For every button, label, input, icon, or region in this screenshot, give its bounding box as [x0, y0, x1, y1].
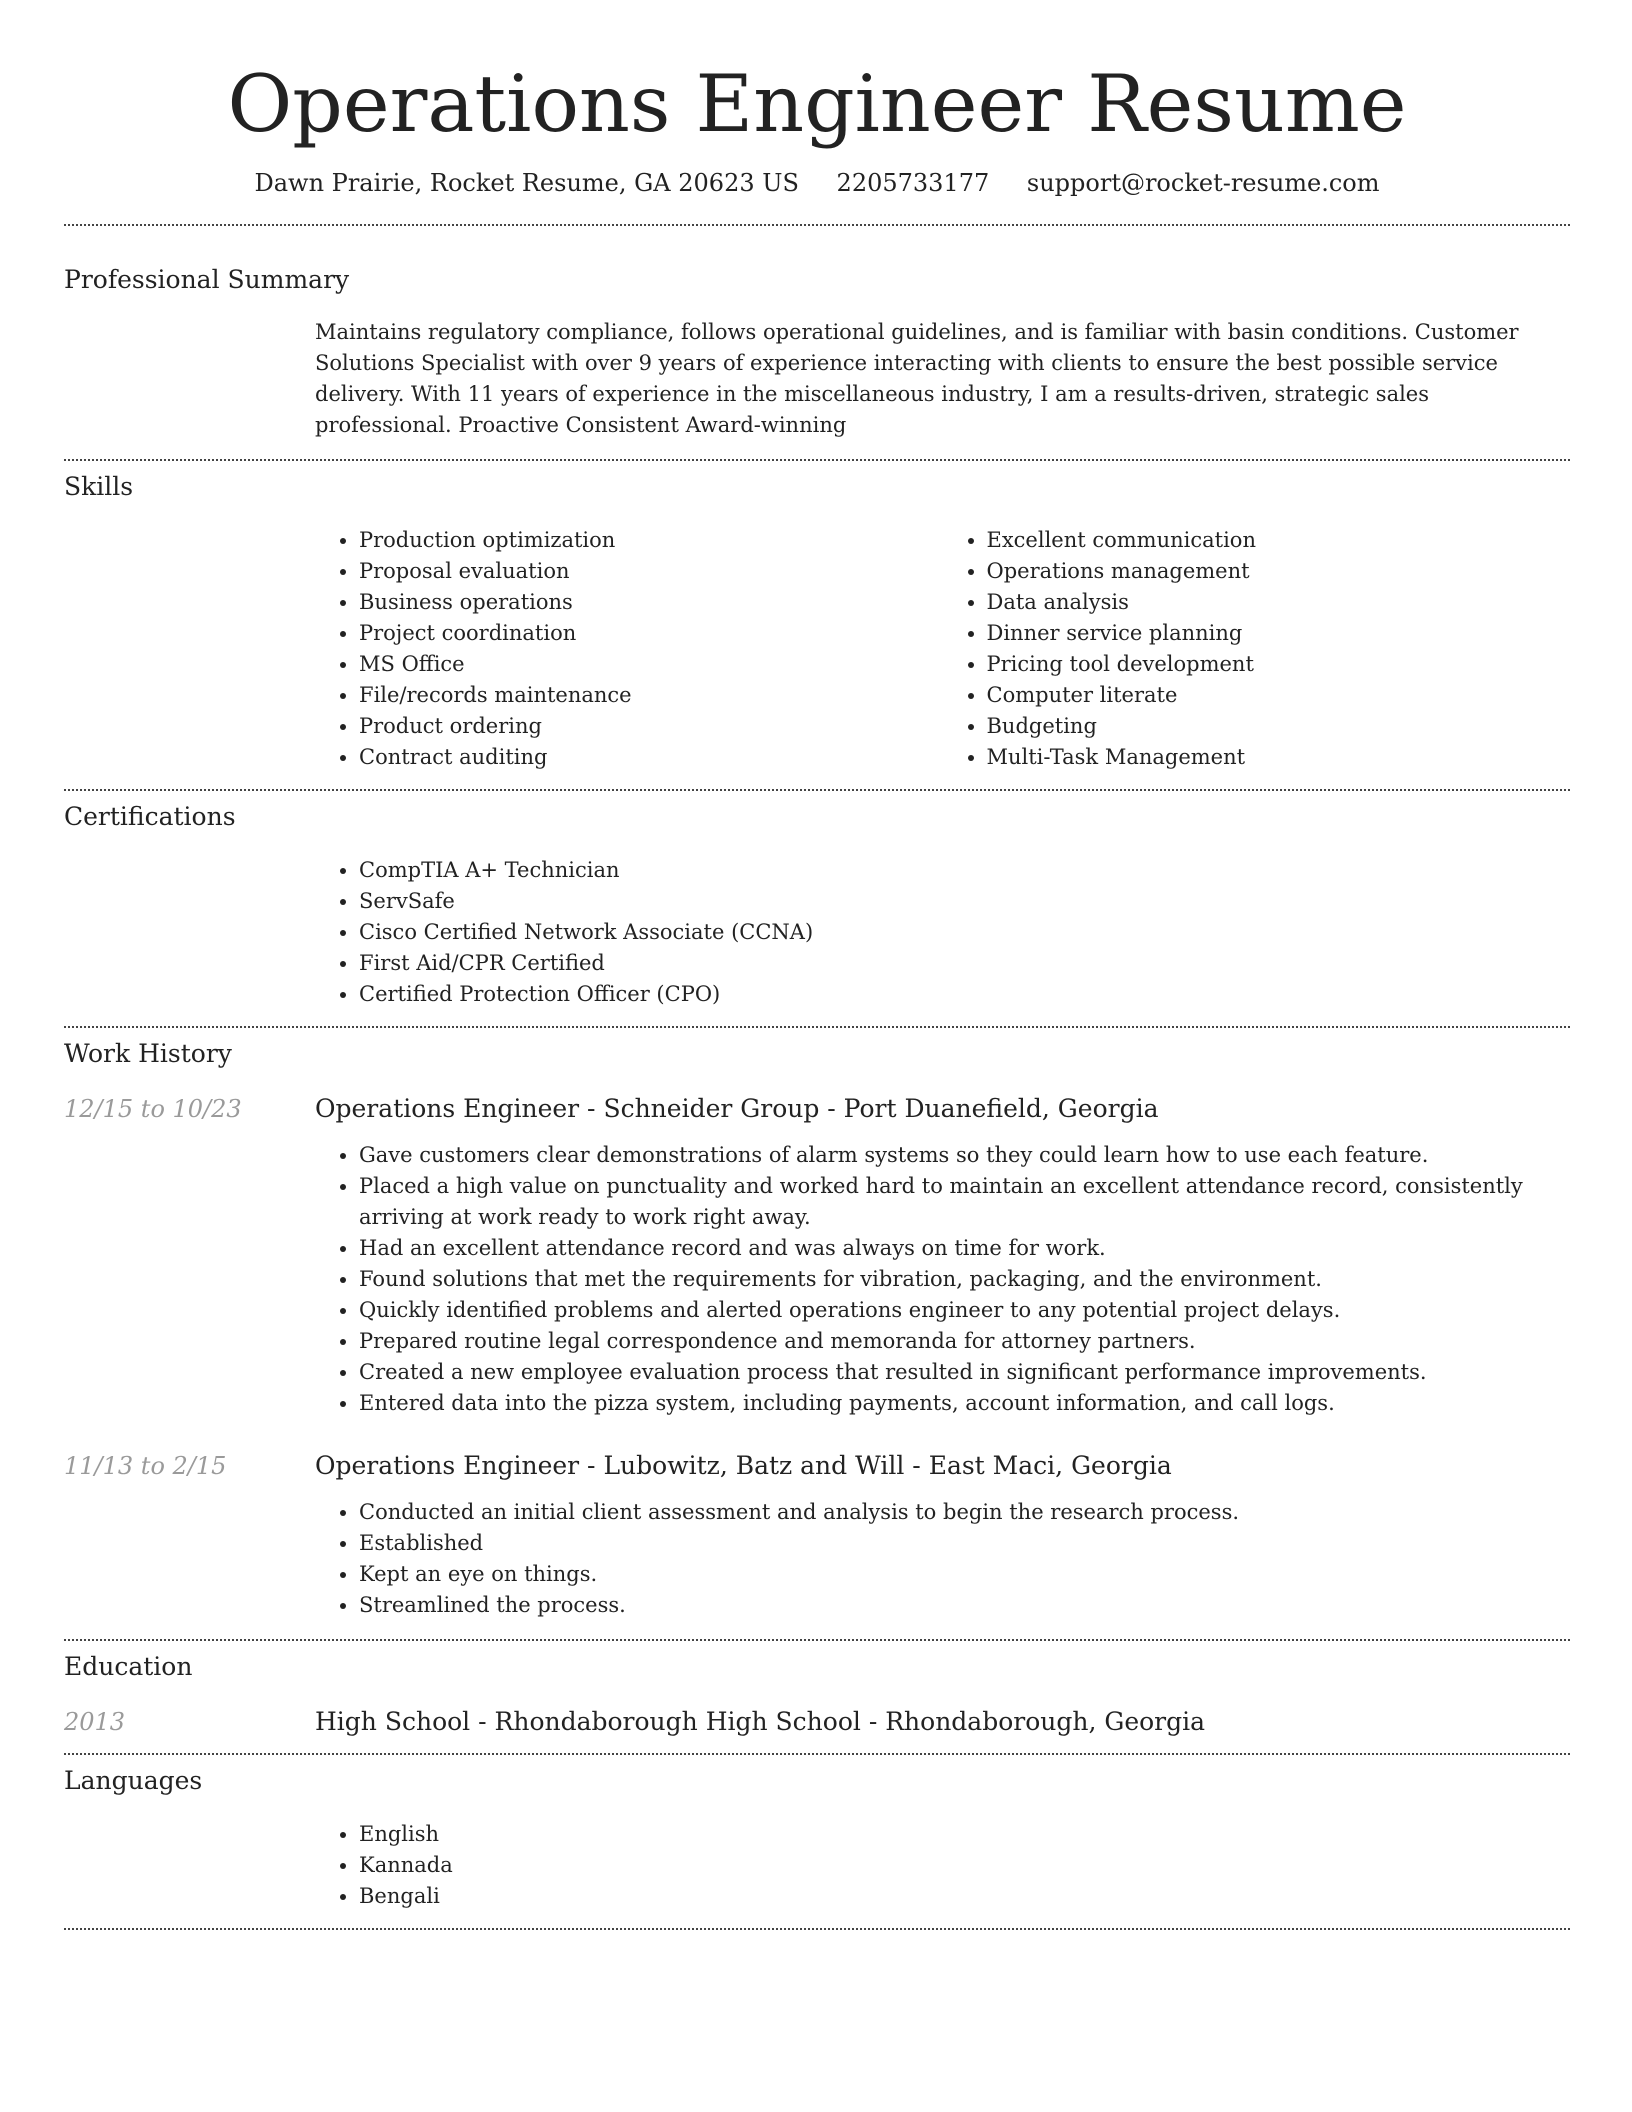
language-item: • Bengali [359, 1881, 1570, 1912]
skill-item: • Dinner service planning [987, 618, 1571, 649]
certification-item: • Cisco Certified Network Associate (CCNA) [359, 917, 1570, 948]
job-bullet: • Conducted an initial client assessment and analysis to begin the research process. [359, 1497, 1570, 1528]
job-bullets [315, 1140, 1570, 1419]
skill-item: • Computer literate [987, 680, 1571, 711]
skills-list-left [315, 525, 943, 773]
job-title: Operations Engineer - Schneider Group - Port Duanefield, Georgia [315, 1094, 1159, 1123]
section-divider [64, 459, 1570, 461]
education-year: 2013 [64, 1708, 126, 1736]
skill-item: • Product ordering [359, 711, 943, 742]
summary-text: Maintains regulatory compliance, follows operational guidelines, and is familiar with basin conditions. Customer Solutions Specialist with over 9 years of experience interacting with clients to ensure the best possible service delivery. With 11 years of experience in the miscellaneous industry, I am a results-driven, strategic sales professional. Proactive Consistent Award-winning [315, 320, 1519, 437]
job-bullet: • Gave customers clear demonstrations of alarm systems so they could learn how to use each feature. [359, 1140, 1570, 1171]
contact-address: Dawn Prairie, Rocket Resume, GA 20623 US [254, 169, 799, 197]
certification-item: • First Aid/CPR Certified [359, 948, 1570, 979]
education-heading: Education [64, 1652, 193, 1681]
section-divider [64, 1928, 1570, 1930]
section-divider [64, 224, 1570, 226]
skill-item: • MS Office [359, 649, 943, 680]
certifications-heading: Certifications [64, 802, 236, 831]
job-bullet: • Prepared routine legal correspondence and memoranda for attorney partners. [359, 1326, 1570, 1357]
certifications-body [315, 855, 1570, 1010]
education-school: High School - Rhondaborough High School - Rhondaborough, Georgia [315, 1707, 1206, 1736]
job-bullet: • Created a new employee evaluation process that resulted in significant performance improvements. [359, 1357, 1570, 1388]
certification-item: • Certified Protection Officer (CPO) [359, 979, 1570, 1010]
skill-item: • Proposal evaluation [359, 556, 943, 587]
job-bullet: • Had an excellent attendance record and was always on time for work. [359, 1233, 1570, 1264]
contact-line [64, 168, 1570, 198]
skill-item: • Pricing tool development [987, 649, 1571, 680]
job-bullet: • Entered data into the pizza system, including payments, account information, and call logs. [359, 1388, 1570, 1419]
resume-page [64, 0, 1570, 1930]
summary-heading: Professional Summary [64, 265, 350, 294]
job-dates: 11/13 to 2/15 [64, 1452, 227, 1480]
skill-item: • Excellent communication [987, 525, 1571, 556]
certifications-list [315, 855, 1570, 1010]
skills-grid [315, 525, 1570, 773]
skills-list-right [943, 525, 1571, 773]
job-bullet: • Established [359, 1528, 1570, 1559]
job-bullets [315, 1497, 1570, 1621]
section-divider [64, 1639, 1570, 1641]
skill-item: • File/records maintenance [359, 680, 943, 711]
section-divider [64, 789, 1570, 791]
languages-body [315, 1819, 1570, 1912]
skill-item: • Operations management [987, 556, 1571, 587]
skill-item: • Project coordination [359, 618, 943, 649]
skills-heading: Skills [64, 472, 134, 501]
job-bullet: • Found solutions that met the requirements for vibration, packaging, and the environment. [359, 1264, 1570, 1295]
contact-email: support@rocket-resume.com [1026, 169, 1380, 197]
job-bullet: • Placed a high value on punctuality and worked hard to maintain an excellent attendance record, consistently arriving at work ready to work right away. [359, 1171, 1570, 1233]
job-bullet: • Kept an eye on things. [359, 1559, 1570, 1590]
job-details [315, 1140, 1570, 1419]
skill-item: • Business operations [359, 587, 943, 618]
job-details [315, 1497, 1570, 1621]
certification-item: • ServSafe [359, 886, 1570, 917]
section-divider [64, 1026, 1570, 1028]
certification-item: • CompTIA A+ Technician [359, 855, 1570, 886]
skill-item: • Contract auditing [359, 742, 943, 773]
job-dates: 12/15 to 10/23 [64, 1095, 242, 1123]
skill-item: • Data analysis [987, 587, 1571, 618]
language-item: • Kannada [359, 1850, 1570, 1881]
languages-heading: Languages [64, 1766, 203, 1795]
job-title: Operations Engineer - Lubowitz, Batz and Will - East Maci, Georgia [315, 1451, 1172, 1480]
contact-phone: 2205733177 [836, 169, 990, 197]
skill-item: • Multi-Task Management [987, 742, 1571, 773]
job-bullet: • Quickly identified problems and alerted operations engineer to any potential project delays. [359, 1295, 1570, 1326]
language-item: • English [359, 1819, 1570, 1850]
job-header [64, 1451, 1570, 1481]
education-entry [64, 1707, 1570, 1737]
section-divider [64, 1753, 1570, 1755]
work-heading: Work History [64, 1039, 232, 1068]
job-header [64, 1094, 1570, 1124]
skill-item: • Budgeting [987, 711, 1571, 742]
job-bullet: • Streamlined the process. [359, 1590, 1570, 1621]
resume-title: Operations Engineer Resume [227, 58, 1407, 150]
languages-list [315, 1819, 1570, 1912]
skill-item: • Production optimization [359, 525, 943, 556]
